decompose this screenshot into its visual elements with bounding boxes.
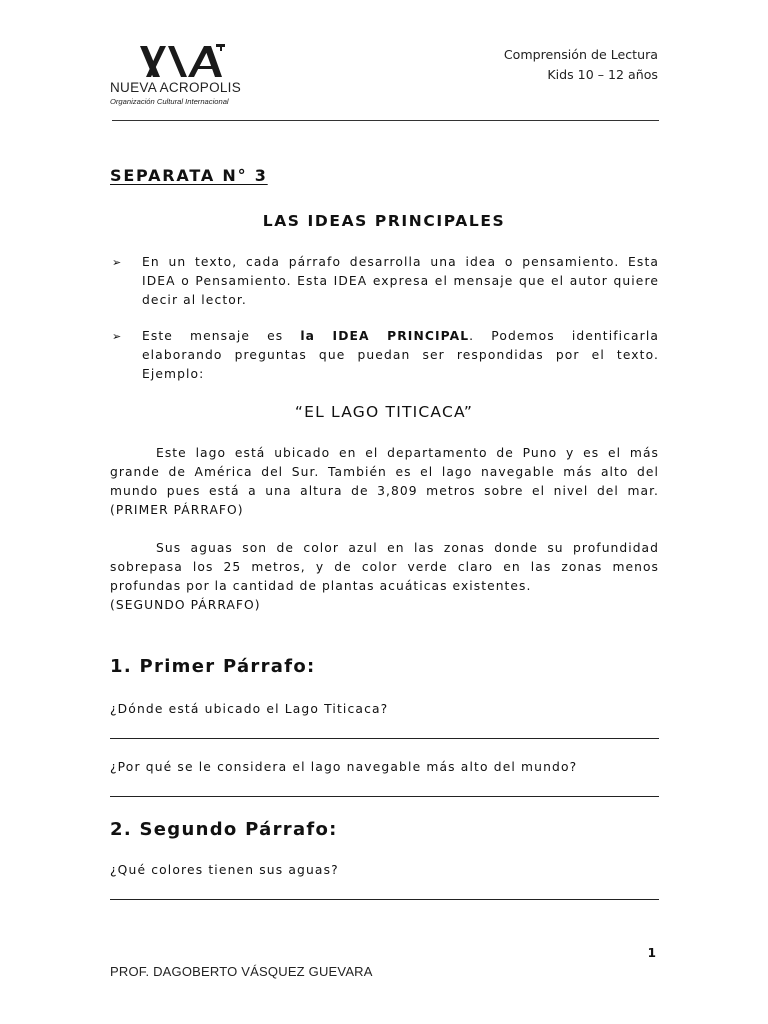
reading-title: “EL LAGO TITICACA” [294,403,474,421]
course-name: Comprensión de Lectura [503,47,658,62]
bullet-text: Este mensaje es la IDEA PRINCIPAL. Podemos identificarla elaborando preguntas que puedan ser respondidas por el texto. Ejemplo: [142,329,659,381]
separata-title: SEPARATA N° 3 [110,166,268,185]
reading-paragraph-1: Este lago está ubicado en el departamento de Puno y es el más grande de América del Sur. También es el lago navegable más alto del mundo pues está a una altura de 3,809 metros sobre el nivel del mar. (PRIMER PÁRRAFO) [110,446,659,517]
answer-line-2 [110,796,659,797]
header-course-info [504,45,658,85]
question-2: ¿Por qué se le considera el lago navegable más alto del mundo? [110,760,578,774]
arrow-bullet-icon: ➢ [112,256,122,269]
header-divider [112,120,659,121]
logo-subtitle: Organización Cultural Internacional [110,97,229,106]
logo-name: NUEVA ACROPOLIS [110,80,242,95]
bullet-item [110,327,659,384]
logo-emblem-icon [138,44,228,80]
section-2-heading: 2. Segundo Párrafo: [110,819,338,840]
question-3: ¿Qué colores tienen sus aguas? [110,863,339,877]
page-number: 1 [647,946,656,960]
main-idea-emphasis: la IDEA PRINCIPAL [300,329,470,343]
bullet-item [110,253,659,310]
reading-paragraph-2: Sus aguas son de color azul en las zonas donde su profundidad sobrepasa los 25 metros, y de color verde claro en las zonas menos profundas por la cantidad de plantas acuáticas existentes. (SEGUNDO PÁRRAFO) [110,541,659,612]
nueva-acropolis-logo [108,44,258,112]
bullet-text: En un texto, cada párrafo desarrolla una idea o pensamiento. Esta IDEA o Pensamiento. Esta IDEA expresa el mensaje que el autor quiere decir al lector. [142,255,659,307]
page-title: LAS IDEAS PRINCIPALES [262,212,506,230]
paragraph-2-label: (SEGUNDO PÁRRAFO) [110,598,261,612]
section-1-heading: 1. Primer Párrafo: [110,656,316,677]
course-level: Kids 10 – 12 años [547,67,658,82]
answer-line-1 [110,738,659,739]
answer-line-3 [110,899,659,900]
arrow-bullet-icon: ➢ [112,330,122,343]
question-1: ¿Dónde está ubicado el Lago Titicaca? [110,702,389,716]
footer-author: PROF. DAGOBERTO VÁSQUEZ GUEVARA [110,964,373,979]
